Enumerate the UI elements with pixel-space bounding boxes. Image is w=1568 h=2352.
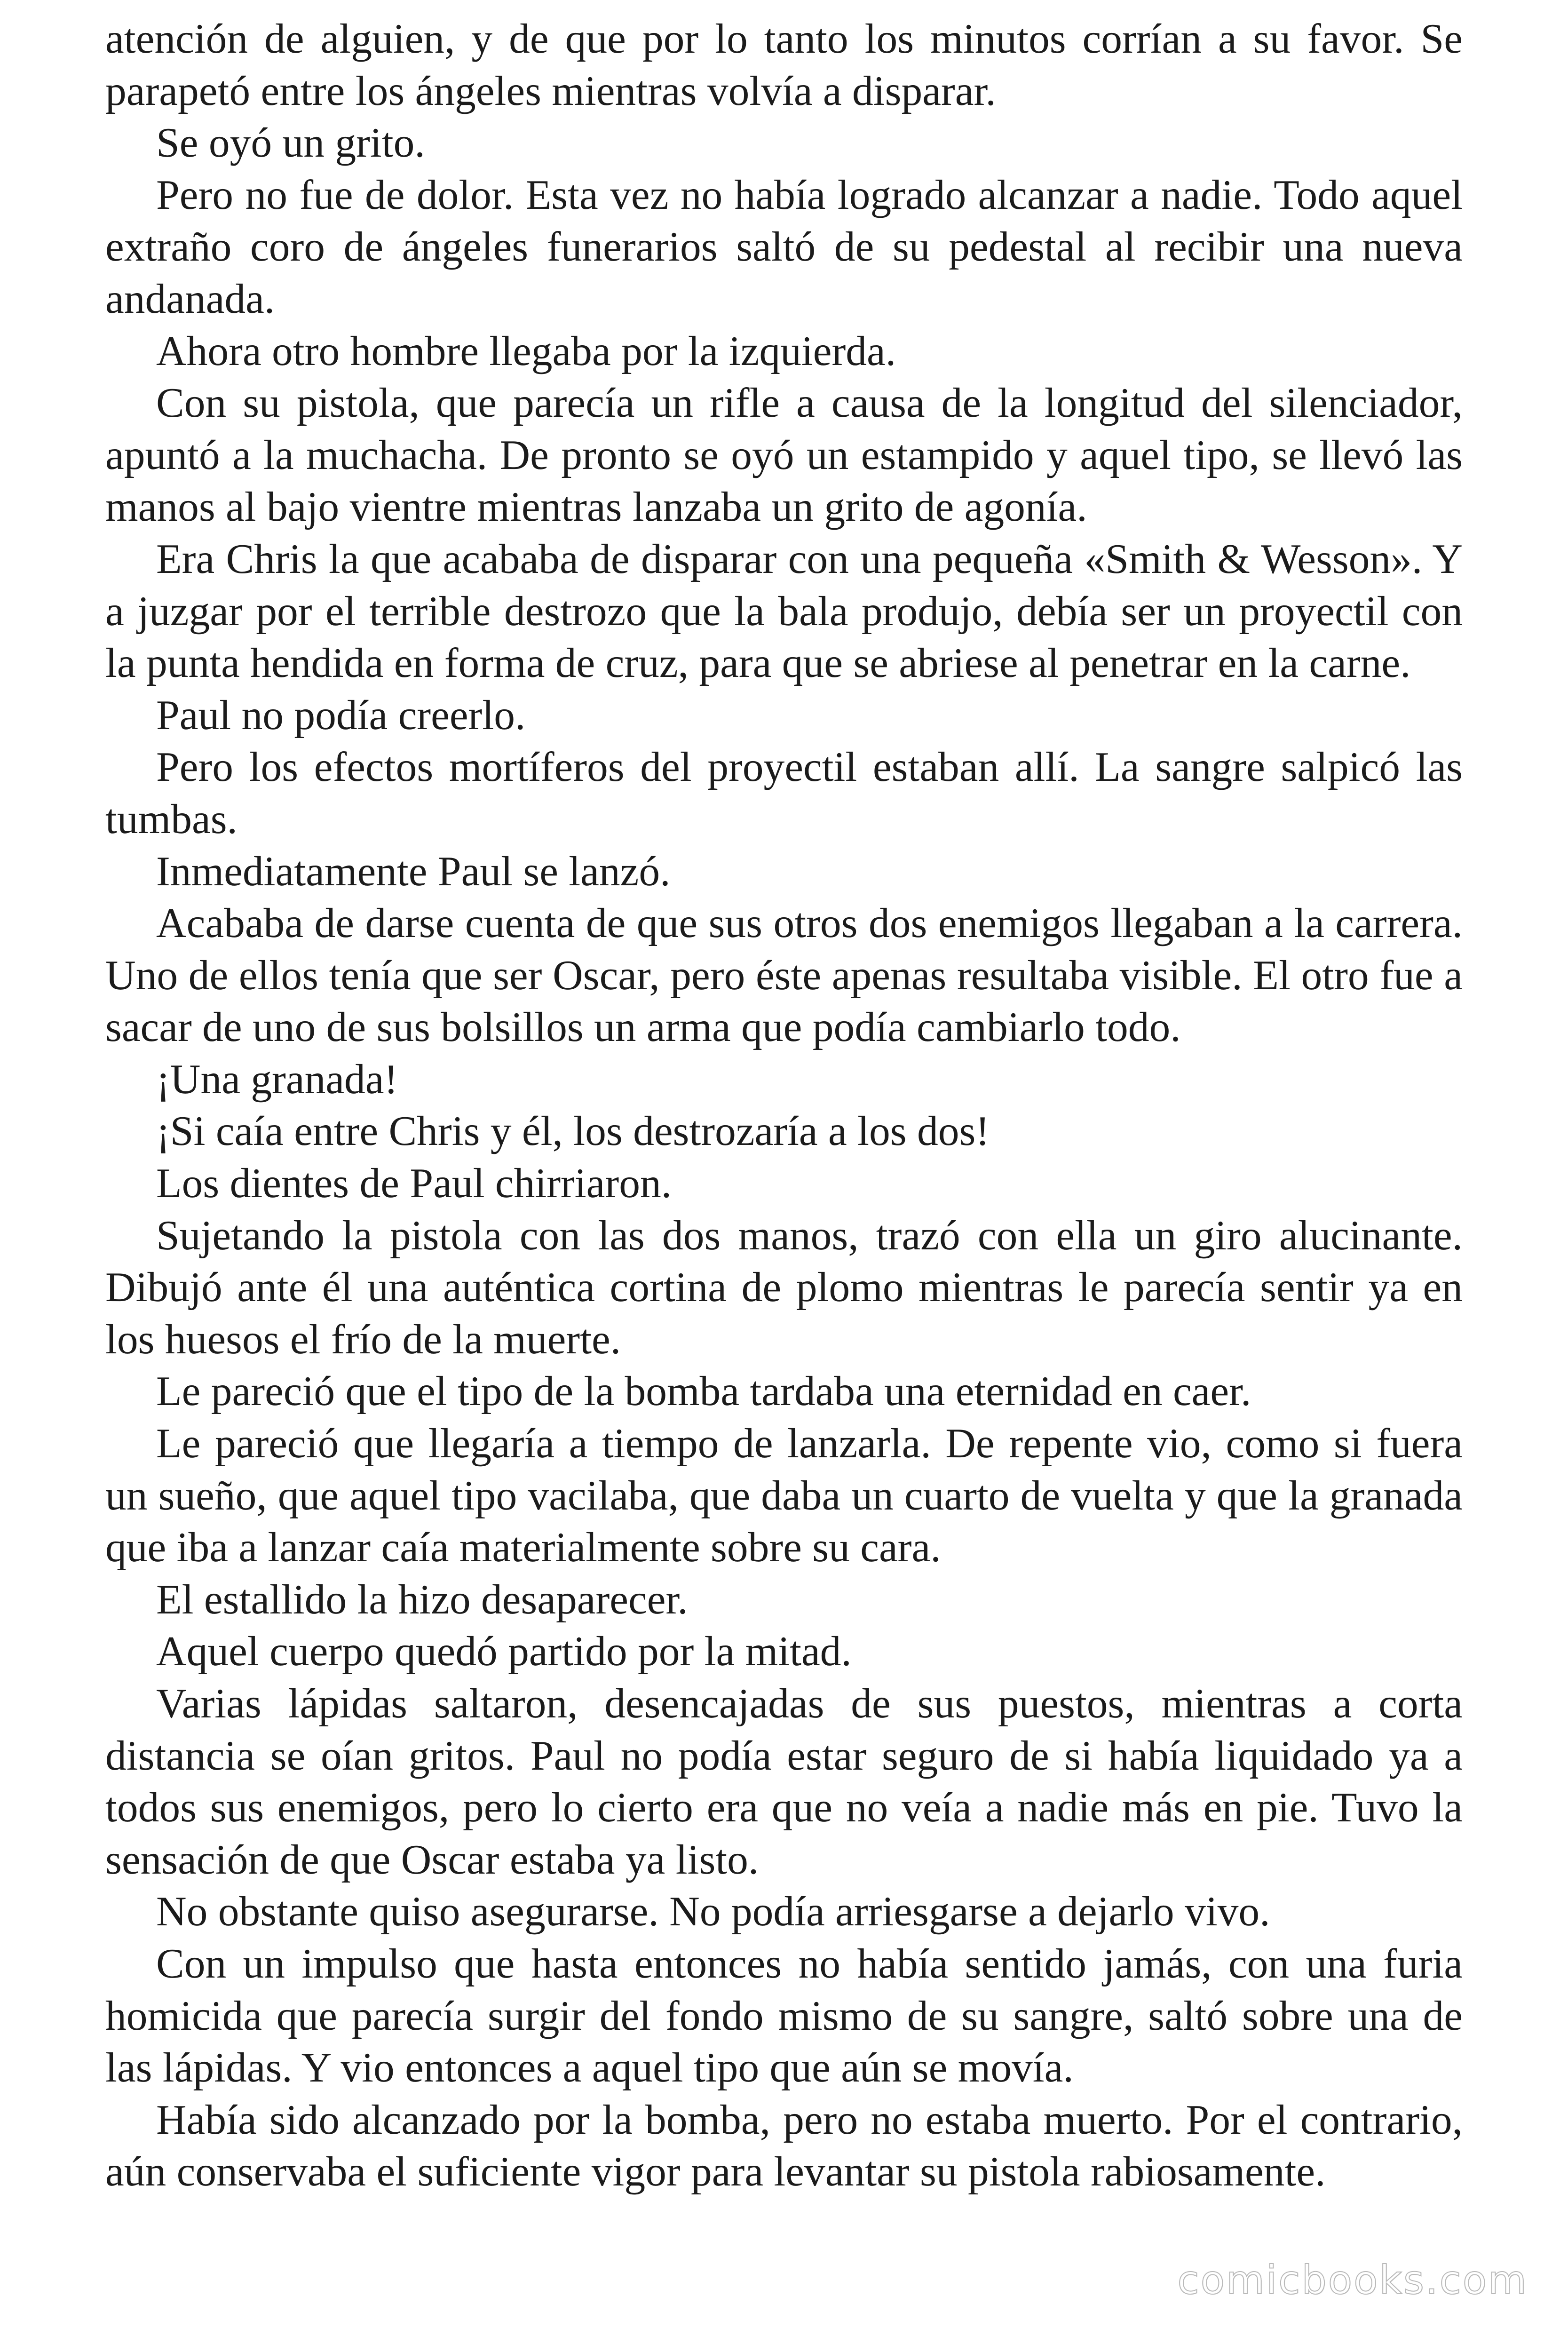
paragraph: Varias lápidas saltaron, desencajadas de sus puestos, mientras a corta distancia se oían gritos. Paul no podía estar seguro de si había liquidado ya a todos sus enemigos, pero lo cierto era que no veía a nadie más en pie. Tuvo la sensación de que Oscar estaba ya listo.: [105, 1680, 1463, 1883]
paragraph: Los dientes de Paul chirriaron.: [156, 1160, 672, 1207]
paragraph: Con su pistola, que parecía un rifle a causa de la longitud del silenciador, apuntó a la muchacha. De pronto se oyó un estampido y aquel tipo, se llevó las manos al bajo vientre mientras lanzaba un grito de agonía.: [105, 380, 1463, 531]
paragraph: Le pareció que llegaría a tiempo de lanzarla. De repente vio, como si fuera un sueño, que aquel tipo vacilaba, que daba un cuarto de vuelta y que la granada que iba a lanzar caía materialmente sobre su cara.: [105, 1420, 1463, 1571]
paragraph-continued: atención de alguien, y de que por lo tanto los minutos corrían a su favor. Se parapetó entre los ángeles mientras volvía a disparar.: [105, 16, 1463, 114]
paragraph: El estallido la hizo desaparecer.: [156, 1576, 688, 1623]
paragraph: Pero no fue de dolor. Esta vez no había logrado alcanzar a nadie. Todo aquel extraño coro de ángeles funerarios saltó de su pedestal al recibir una nueva andanada.: [105, 171, 1463, 322]
paragraph: Le pareció que el tipo de la bomba tardaba una eternidad en caer.: [156, 1368, 1251, 1415]
paragraph: Aquel cuerpo quedó partido por la mitad.: [156, 1628, 852, 1675]
paragraph: Inmediatamente Paul se lanzó.: [156, 848, 671, 895]
paragraph: Pero los efectos mortíferos del proyectil estaban allí. La sangre salpicó las tumbas.: [105, 744, 1463, 842]
paragraph: Paul no podía creerlo.: [156, 691, 526, 739]
page-body-text: [105, 13, 1463, 2198]
paragraph: Sujetando la pistola con las dos manos, trazó con ella un giro alucinante. Dibujó ante él una auténtica cortina de plomo mientras le parecía sentir ya en los huesos el frío de la muerte.: [105, 1212, 1463, 1363]
paragraph: Ahora otro hombre llegaba por la izquierda.: [156, 327, 896, 374]
paragraph: No obstante quiso asegurarse. No podía arriesgarse a dejarlo vivo.: [156, 1888, 1270, 1935]
paragraph: Había sido alcanzado por la bomba, pero no estaba muerto. Por el contrario, aún conservaba el suficiente vigor para levantar su pistola rabiosamente.: [105, 2096, 1463, 2195]
paragraph: Se oyó un grito.: [156, 119, 425, 167]
paragraph: ¡Una granada!: [156, 1056, 398, 1103]
watermark: comicbooks.com: [1177, 2257, 1528, 2303]
paragraph: ¡Si caía entre Chris y él, los destrozaría a los dos!: [156, 1108, 990, 1155]
paragraph: Con un impulso que hasta entonces no había sentido jamás, con una furia homicida que parecía surgir del fondo mismo de su sangre, saltó sobre una de las lápidas. Y vio entonces a aquel tipo que aún se movía.: [105, 1940, 1463, 2091]
paragraph: Era Chris la que acababa de disparar con una pequeña «Smith & Wesson». Y a juzgar por el terrible destrozo que la bala produjo, debía ser un proyectil con la punta hendida en forma de cruz, para que se abriese al penetrar en la carne.: [105, 535, 1463, 687]
paragraph: Acababa de darse cuenta de que sus otros dos enemigos llegaban a la carrera. Uno de ellos tenía que ser Oscar, pero éste apenas resultaba visible. El otro fue a sacar de uno de sus bolsillos un arma que podía cambiarlo todo.: [105, 900, 1463, 1051]
